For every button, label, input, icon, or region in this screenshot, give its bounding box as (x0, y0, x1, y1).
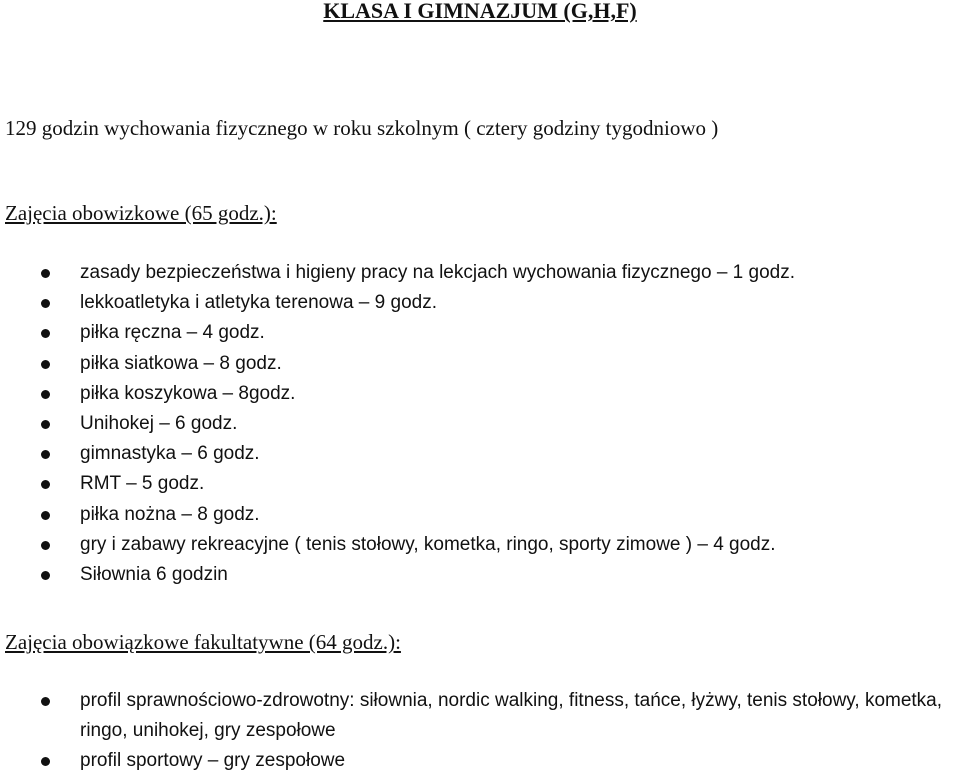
bullet-icon (41, 390, 50, 399)
document-title: KLASA I GIMNAZJUM (G,H,F) (323, 0, 637, 23)
list-item (0, 500, 950, 530)
list-item (0, 469, 950, 499)
bullet-icon (41, 450, 50, 459)
list-item-text: profil sportowy – gry zespołowe (80, 750, 346, 772)
list-item (0, 409, 950, 439)
list-item-text: gry i zabawy rekreacyjne ( tenis stołowy, kometka, ringo, sporty zimowe ) – 4 godz. (80, 533, 776, 555)
bullet-icon (41, 329, 50, 338)
list-item-text: Siłownia 6 godzin (80, 564, 228, 586)
list-item-text: piłka koszykowa – 8godz. (80, 382, 296, 404)
list-item-text: RMT – 5 godz. (80, 473, 205, 495)
bullet-icon (41, 299, 50, 308)
mandatory-activities-list (0, 258, 950, 590)
list-item (0, 258, 950, 288)
section-heading-mandatory: Zajęcia obowizkowe (65 godz.): (5, 201, 277, 225)
elective-activities-list (0, 686, 950, 777)
list-item-text: lekkoatletyka i atletyka terenowa – 9 godz. (80, 292, 437, 314)
list-item (0, 379, 950, 409)
list-item-text: piłka siatkowa – 8 godz. (80, 352, 282, 374)
bullet-icon (41, 420, 50, 429)
list-item (0, 530, 950, 560)
list-item-text: profil sprawnościowo-zdrowotny: siłownia, nordic walking, fitness, tańce, łyżwy, tenis stołowy, kometka, ringo, unihokej, gry zespołowe (80, 690, 943, 742)
bullet-icon (41, 480, 50, 489)
bullet-icon (41, 757, 50, 766)
list-item (0, 746, 950, 776)
list-item (0, 318, 950, 348)
list-item-text: zasady bezpieczeństwa i higieny pracy na lekcjach wychowania fizycznego – 1 godz. (80, 262, 796, 283)
list-item (0, 686, 950, 746)
list-item (0, 349, 950, 379)
bullet-icon (41, 541, 50, 550)
bullet-icon (41, 511, 50, 520)
section-heading-elective: Zajęcia obowiązkowe fakultatywne (64 godz.): (5, 630, 401, 654)
bullet-icon (41, 360, 50, 369)
intro-text: 129 godzin wychowania fizycznego w roku szkolnym ( cztery godziny tygodniowo ) (5, 116, 719, 140)
list-item (0, 288, 950, 318)
list-item (0, 560, 950, 590)
list-item-text: gimnastyka – 6 godz. (80, 443, 260, 465)
list-item (0, 439, 950, 469)
list-item-text: Unihokej – 6 godz. (80, 413, 238, 435)
list-item-text: piłka ręczna – 4 godz. (80, 322, 265, 344)
bullet-icon (41, 571, 50, 580)
bullet-icon (41, 269, 50, 278)
bullet-icon (41, 697, 50, 706)
list-item-text: piłka nożna – 8 godz. (80, 503, 260, 525)
